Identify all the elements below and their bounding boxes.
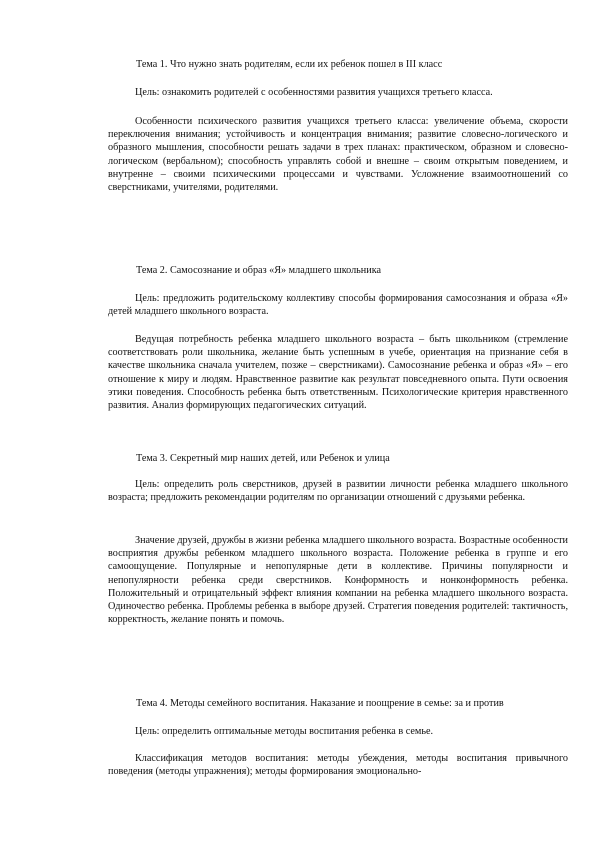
section-3-body: Значение друзей, дружбы в жизни ребенка младшего школьного возраста. Возрастные особенности восприятия дружбы ребенком младшего школьного возраста. Положение ребенка в группе и его самоощущение. Популярные и непопулярные дети в коллективе. Причины популярности и непопулярности ребенка среди сверстников. Конформность и нонконформность ребенка. Положительный и отрицательный эффект влияния компании на ребенка младшего школьного возраста. Одиночество ребенка. Проблемы ребенка в выборе друзей. Стратегия поведения родителей: тактичность, корректность, желание понять и помочь. bbox=[108, 535, 568, 626]
section-1-body: Особенности психического развития учащихся третьего класса: увеличение объема, скорости переключения внимания; устойчивость и концентрация внимания; развитие словесно-логического и образного мышления, способности решать задачи в трех планах: практическом, образном и словесно-логическом (вербальном); способность управлять собой и внешне – своим открытым поведением, и внутренне – своими психическими процессами и чувствами. Усложнение взаимоотношений со сверстниками, учителями, родителями. bbox=[108, 116, 568, 194]
section-4-goal: Цель: определить оптимальные методы воспитания ребенка в семье. bbox=[135, 726, 434, 737]
section-1-goal: Цель: ознакомить родителей с особенностями развития учащихся третьего класса. bbox=[135, 87, 493, 98]
section-3-goal: Цель: определить роль сверстников, друзей в развитии личности ребенка младшего школьного возраста; предложить рекомендации родителям по организации отношений с друзьями ребенка. bbox=[108, 479, 568, 504]
section-4-body: Классификация методов воспитания: методы убеждения, методы воспитания привычного поведения (методы упражнения); методы формирования эмоционально- bbox=[108, 753, 568, 778]
section-2-title: Тема 2. Самосознание и образ «Я» младшего школьника bbox=[136, 265, 382, 276]
section-2-goal: Цель: предложить родительскому коллективу способы формирования самосознания и образа «Я» детей младшего школьного возраста. bbox=[108, 293, 568, 318]
section-1-title: Тема 1. Что нужно знать родителям, если их ребенок пошел в III класс bbox=[136, 59, 443, 70]
section-4-title: Тема 4. Методы семейного воспитания. Наказание и поощрение в семье: за и против bbox=[136, 698, 504, 709]
section-3-title: Тема 3. Секретный мир наших детей, или Ребенок и улица bbox=[136, 453, 390, 464]
section-2-body: Ведущая потребность ребенка младшего школьного возраста – быть школьником (стремление соответствовать роли школьника, желание быть успешным в учебе, ориентация на признание себя в качестве школьника сначала учителем, позже – сверстниками). Самосознание ребенка и образ «Я» – его отношение к миру и людям. Нравственное развитие как результат повседневного опыта. Пути освоения этики поведения. Способность ребенка быть ответственным. Психологические критерия нравственного развития. Анализ формирующих педагогических ситуаций. bbox=[108, 334, 568, 412]
